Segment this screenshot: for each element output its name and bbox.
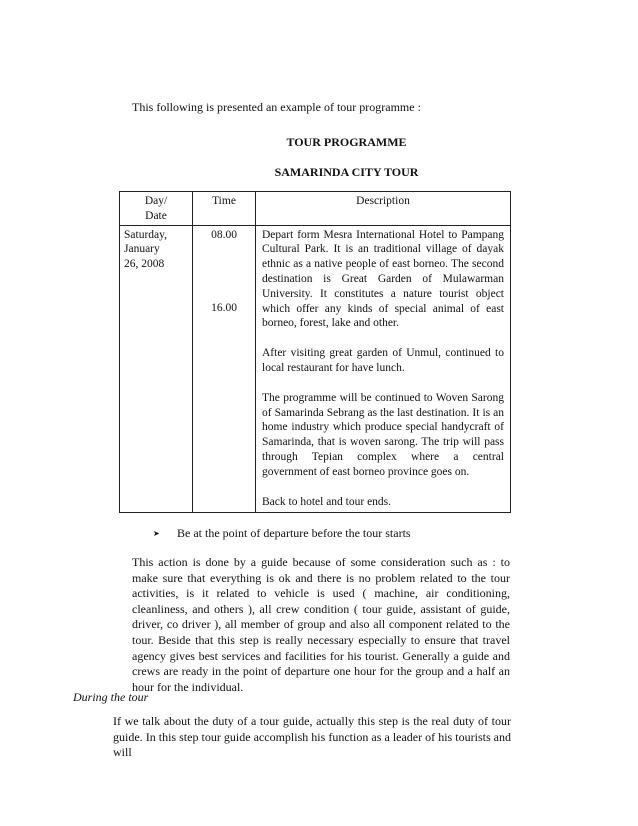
header-day-date <box>120 192 193 226</box>
cell-day <box>120 225 193 513</box>
day-line-3: 26, 2008 <box>124 258 165 271</box>
table-row <box>120 225 511 513</box>
cell-time <box>193 225 256 513</box>
description-paragraph-4: Back to hotel and tour ends. <box>262 495 392 508</box>
bullet-text: Be at the point of departure before the tour starts <box>177 526 411 540</box>
description-paragraph-1: Depart form Mesra International Hotel to Pampang Cultural Park. It is an traditional village of dayak ethnic as a native people of east borneo. The second destination is Great Garden of Mulawarman University. It constitutes a nature tourist object which offer any kinds of special animal of east borneo, forest, lake and other. <box>262 228 504 330</box>
arrow-bullet-icon: ➤ <box>153 529 160 538</box>
day-line-1: Saturday, <box>124 228 168 241</box>
time-spacer <box>195 242 253 301</box>
body-paragraph-2: If we talk about the duty of a tour guide, actually this step is the real duty of tour guide. In this step tour guide accomplish his function as a leader of his tourists and will <box>113 714 511 760</box>
section-heading: During the tour <box>73 690 149 704</box>
bullet-item <box>153 526 411 541</box>
time-end: 16.00 <box>211 302 237 315</box>
title-samarinda-city-tour: SAMARINDA CITY TOUR <box>274 165 419 179</box>
header-date-label: Date <box>145 209 167 222</box>
tour-programme-table <box>119 191 511 513</box>
description-paragraph-2: After visiting great garden of Unmul, continued to local restaurant for have lunch. <box>262 347 504 374</box>
table-header-row <box>120 192 511 226</box>
header-day-label: Day/ <box>144 195 168 207</box>
day-line-2: January <box>124 243 160 256</box>
description-paragraph-3: The programme will be continued to Woven Sarong of Samarinda Sebrang as the last destination. It is an home industry which produce special handycraft of Samarinda, that is woven sarong. The trip will pass through Tepian complex where a central government of east borneo province goes on. <box>262 391 504 478</box>
time-start: 08.00 <box>211 228 237 241</box>
cell-description <box>256 225 511 513</box>
title-tour-programme: TOUR PROGRAMME <box>286 135 407 149</box>
body-paragraph-1: This action is done by a guide because of some consideration such as : to make sure that everything is ok and there is no problem related to the tour activities, is it related to vehicle is used ( machine, air conditioning, cleanliness, and others ), all crew condition ( tour guide, assistant of guide, driver, co driver ), all member of group and also all component related to the tour. Beside that this step is really necessary especially to ensure that travel agency gives best services and facilities for his tourist. Generally a guide and crews are ready in the point of departure one hour for the group and a half an hour for the individual. <box>132 555 510 694</box>
intro-text: This following is presented an example of tour programme : <box>132 100 421 114</box>
header-time: Time <box>193 192 256 226</box>
header-description: Description <box>256 192 511 226</box>
